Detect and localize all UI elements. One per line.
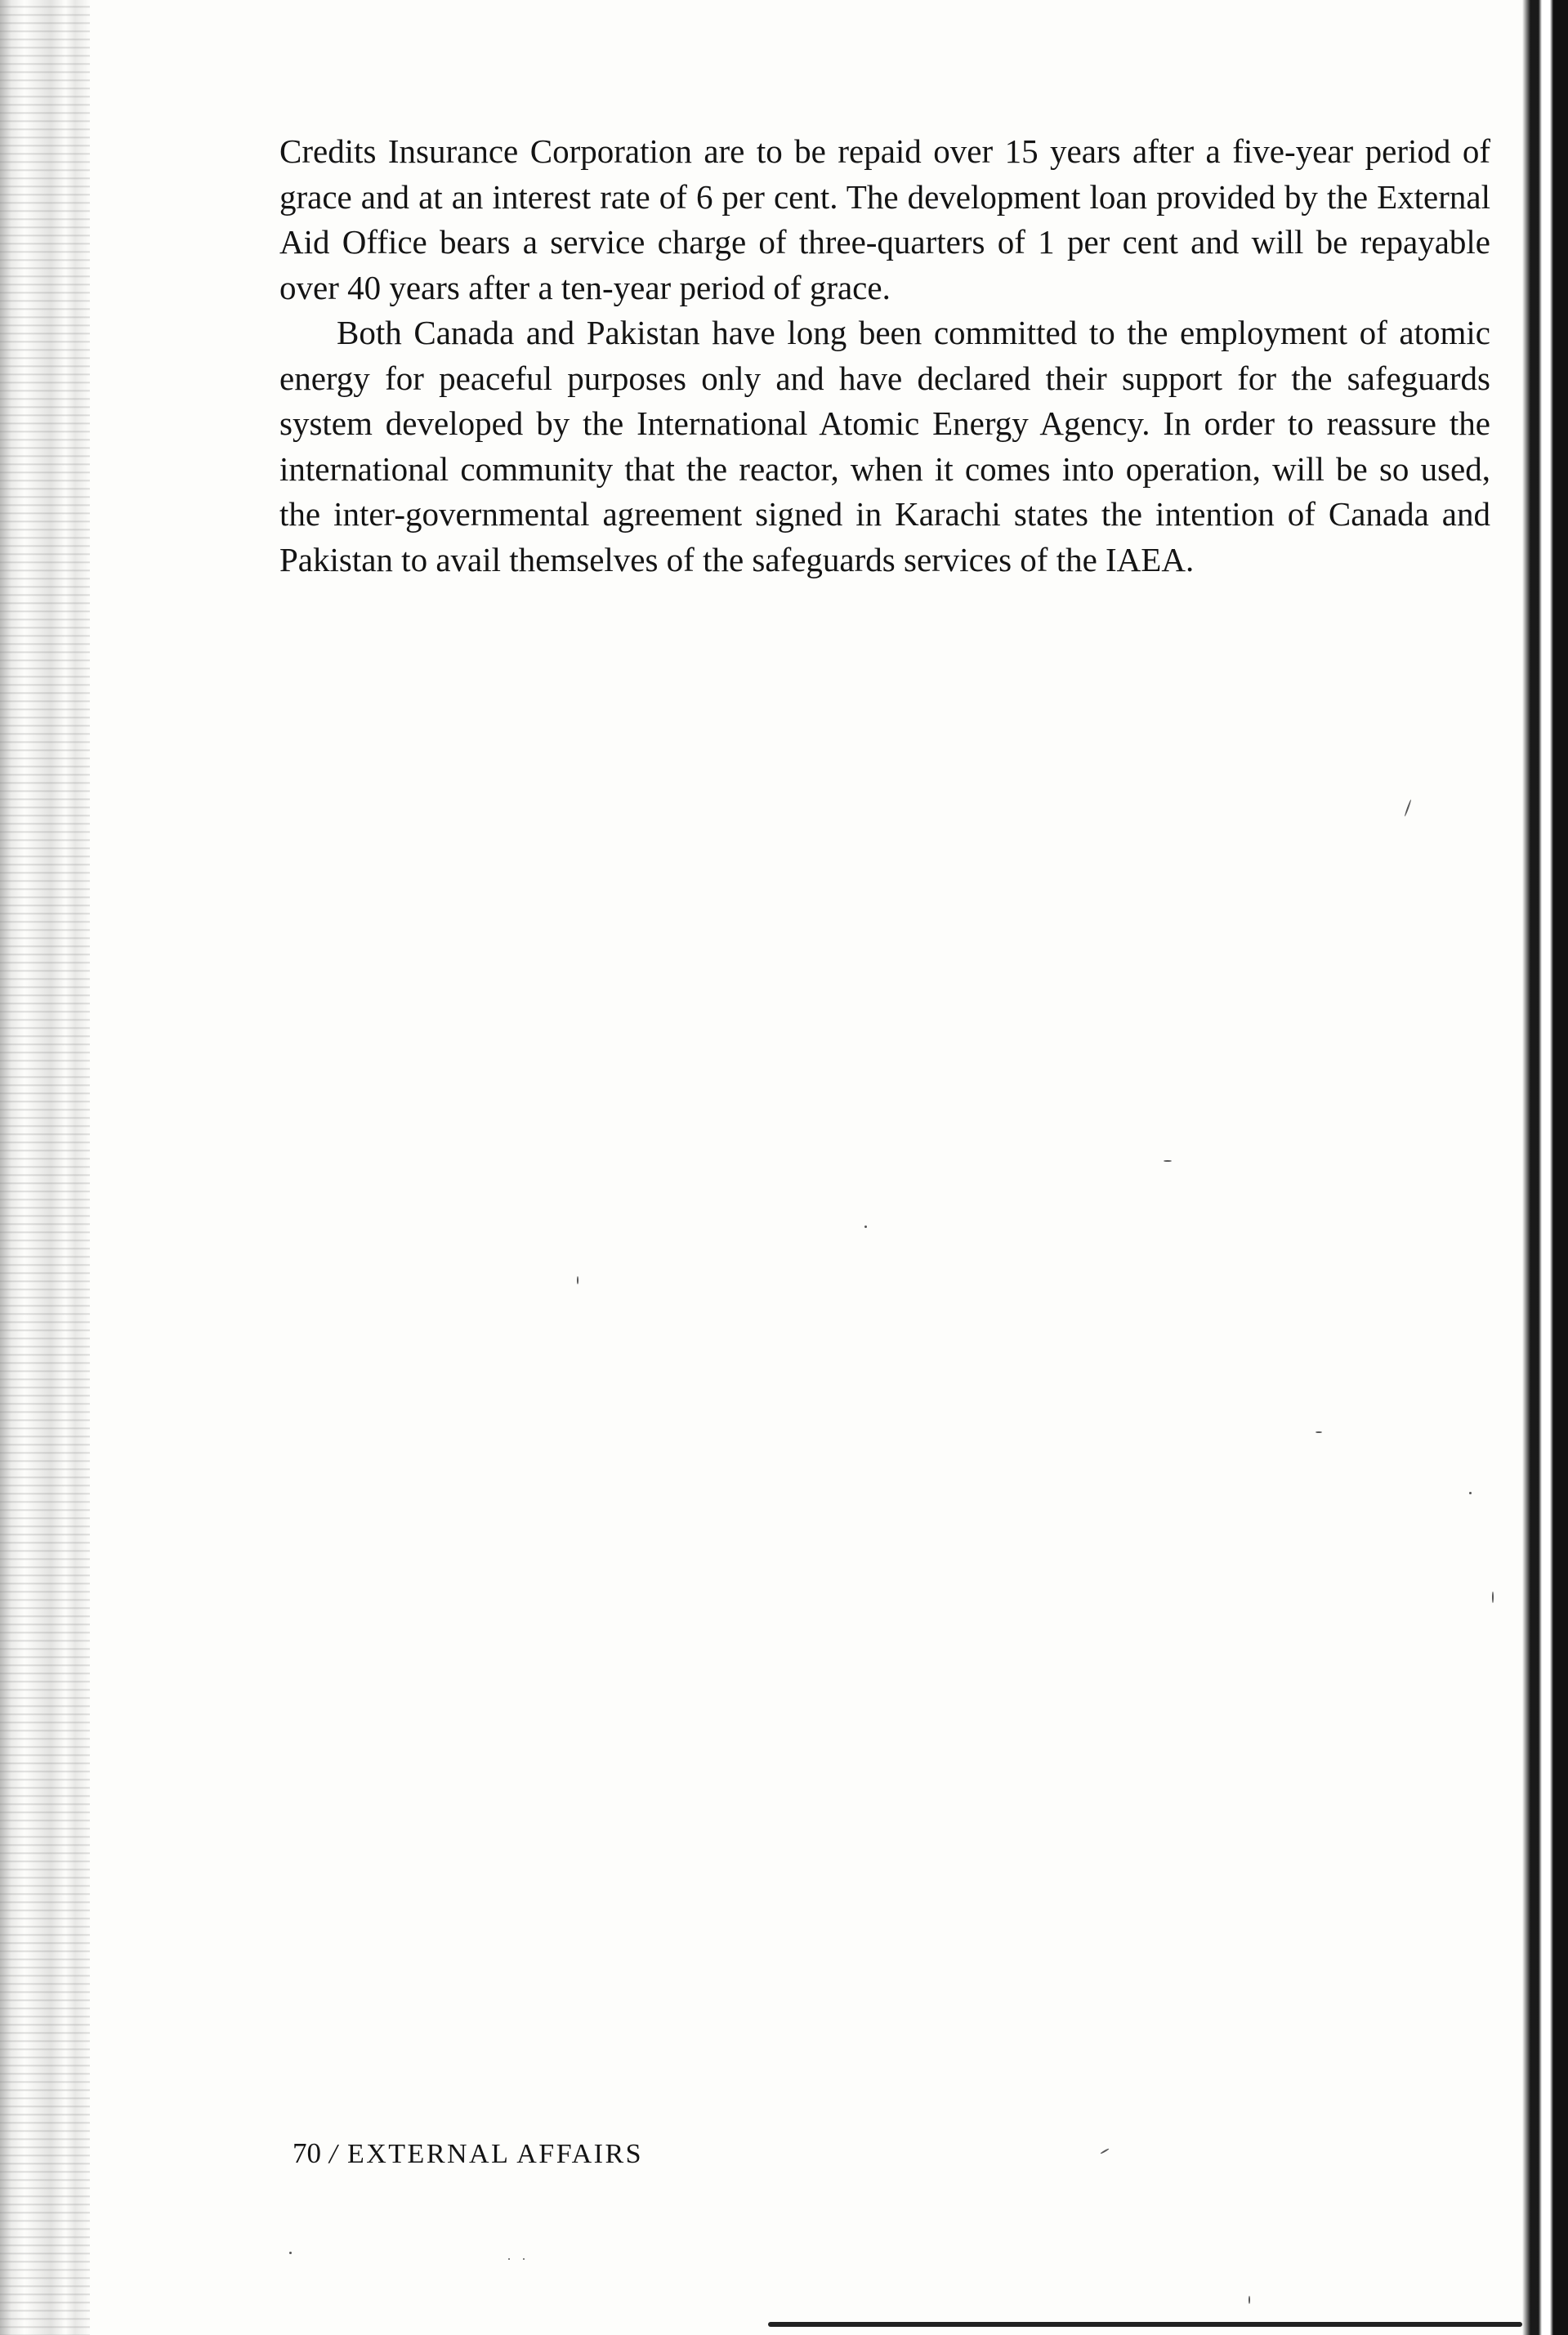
scan-speck [1249,2296,1250,2304]
paragraph-1: Credits Insurance Corporation are to be repaid over 15 years after a five-year period of grace and at an interest rate of 6 per cent. The development loan provided by the External Aid Office bears a service charge of three-quarters of 1 per cent and will be repayable over 40 years after a ten-year period of grace. [279,132,1490,306]
body-text [279,129,1490,583]
footer-separator: / [329,2139,339,2169]
scan-speck [1469,1492,1472,1494]
page-bottom-edge [768,2322,1522,2327]
binding-edge-shadow [0,0,90,2335]
scan-speck [1164,1160,1172,1162]
scan-speck [864,1226,867,1228]
page-number: 70 [293,2137,321,2169]
page-edge-border [1522,0,1568,2335]
scan-speck [508,2258,510,2260]
scan-speck [523,2258,525,2260]
scan-speck [1100,2148,1109,2154]
publication-name: EXTERNAL AFFAIRS [346,2139,644,2169]
scan-speck [1316,1431,1322,1433]
paragraph-2: Both Canada and Pakistan have long been committed to the employment of atomic energy for peaceful purposes only and have declared their support for the safeguards system developed by the International Atomic Energy Agency. In order to reassure the international community that the reactor, when it comes into operation, will be so used, the inter-governmental agreement signed in Karachi states the intention of Canada and Pakistan to avail themselves of the safeguards services of the IAEA. [279,314,1490,578]
scan-speck [289,2252,292,2254]
scan-speck [577,1276,579,1284]
page-footer [293,2137,643,2170]
scan-speck [1492,1592,1494,1603]
scan-speck [1404,799,1411,816]
